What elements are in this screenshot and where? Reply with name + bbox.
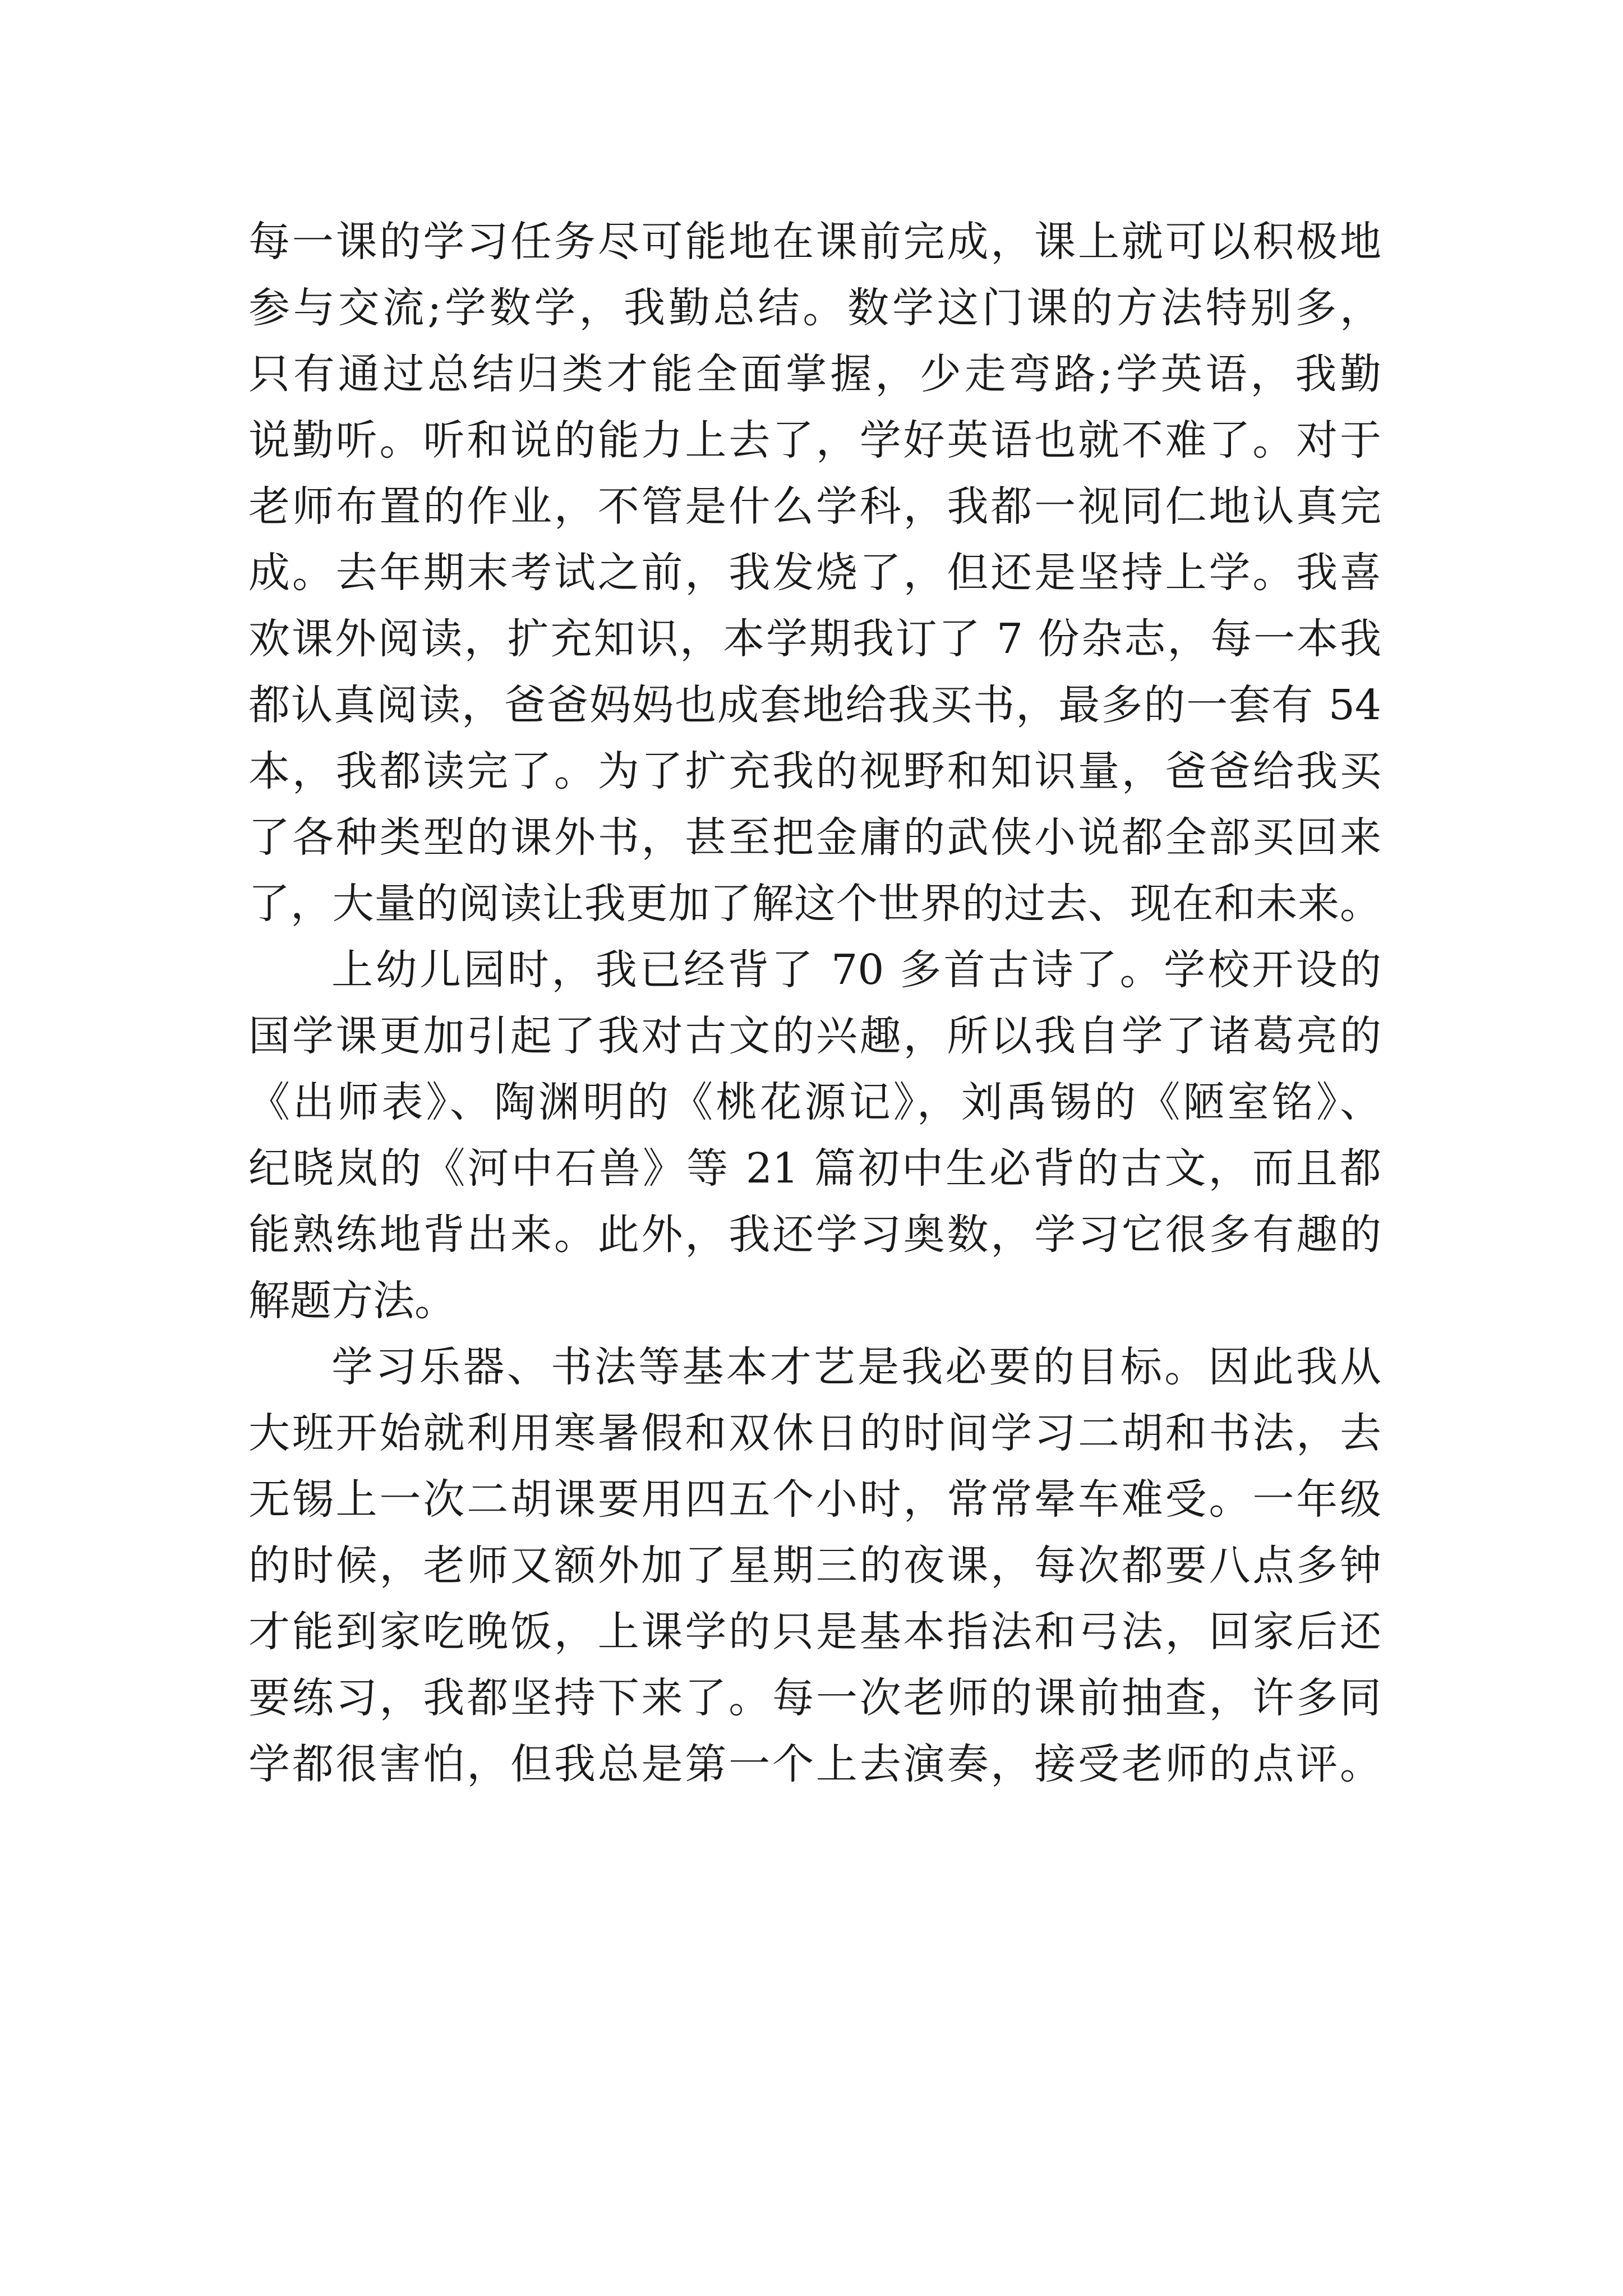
text-line: 老师布置的作业，不管是什么学科，我都一视同仁地认真完 [248,482,1381,531]
text-line: 能熟练地背出来。此外，我还学习奥数，学习它很多有趣的 [248,1211,1381,1259]
text-line: 每一课的学习任务尽可能地在课前完成，课上就可以积极地 [248,218,1381,266]
text-line: 本，我都读完了。为了扩充我的视野和知识量，爸爸给我买 [248,747,1381,795]
text-line: 欢课外阅读，扩充知识，本学期我订了 7 份杂志，每一本我 [248,615,1381,663]
text-line: 纪晓岚的《河中石兽》等 21 篇初中生必背的古文，而且都 [248,1144,1381,1193]
text-line: 只有通过总结归类才能全面掌握，少走弯路;学英语，我勤 [248,350,1381,398]
text-line: 要练习，我都坚持下来了。每一次老师的课前抽查，许多同 [248,1674,1381,1722]
text-line: 说勤听。听和说的能力上去了，学好英语也就不难了。对于 [248,416,1381,464]
text-line: 大班开始就利用寒暑假和双休日的时间学习二胡和书法，去 [248,1409,1381,1457]
text-line: 学习乐器、书法等基本才艺是我必要的目标。因此我从 [331,1343,1381,1391]
text-line: 成。去年期末考试之前，我发烧了，但还是坚持上学。我喜 [248,549,1381,597]
text-line: 《出师表》、陶渊明的《桃花源记》，刘禹锡的《陋室铭》、 [248,1078,1381,1126]
paragraph-1 [248,209,1381,937]
paragraph-2 [248,937,1381,1334]
text-line: 了，大量的阅读让我更加了解这个世界的过去、现在和未来。 [248,880,1381,928]
text-line: 的时候，老师又额外加了星期三的夜课，每次都要八点多钟 [248,1542,1381,1590]
text-line: 参与交流;学数学，我勤总结。数学这门课的方法特别多， [248,284,1381,332]
text-line: 学都很害怕，但我总是第一个上去演奏，接受老师的点评。 [248,1740,1381,1788]
paragraph-3 [248,1334,1381,1797]
text-line: 解题方法。 [248,1277,456,1325]
text-line: 都认真阅读，爸爸妈妈也成套地给我买书，最多的一套有 54 [248,681,1381,729]
document-body [248,209,1381,1797]
text-line: 才能到家吃晚饭，上课学的只是基本指法和弓法，回家后还 [248,1608,1381,1656]
text-line: 上幼儿园时，我已经背了 70 多首古诗了。学校开设的 [331,946,1381,994]
text-line: 无锡上一次二胡课要用四五个小时，常常晕车难受。一年级 [248,1475,1381,1524]
text-line: 了各种类型的课外书，甚至把金庸的武侠小说都全部买回来 [248,813,1381,862]
text-line: 国学课更加引起了我对古文的兴趣，所以我自学了诸葛亮的 [248,1012,1381,1060]
